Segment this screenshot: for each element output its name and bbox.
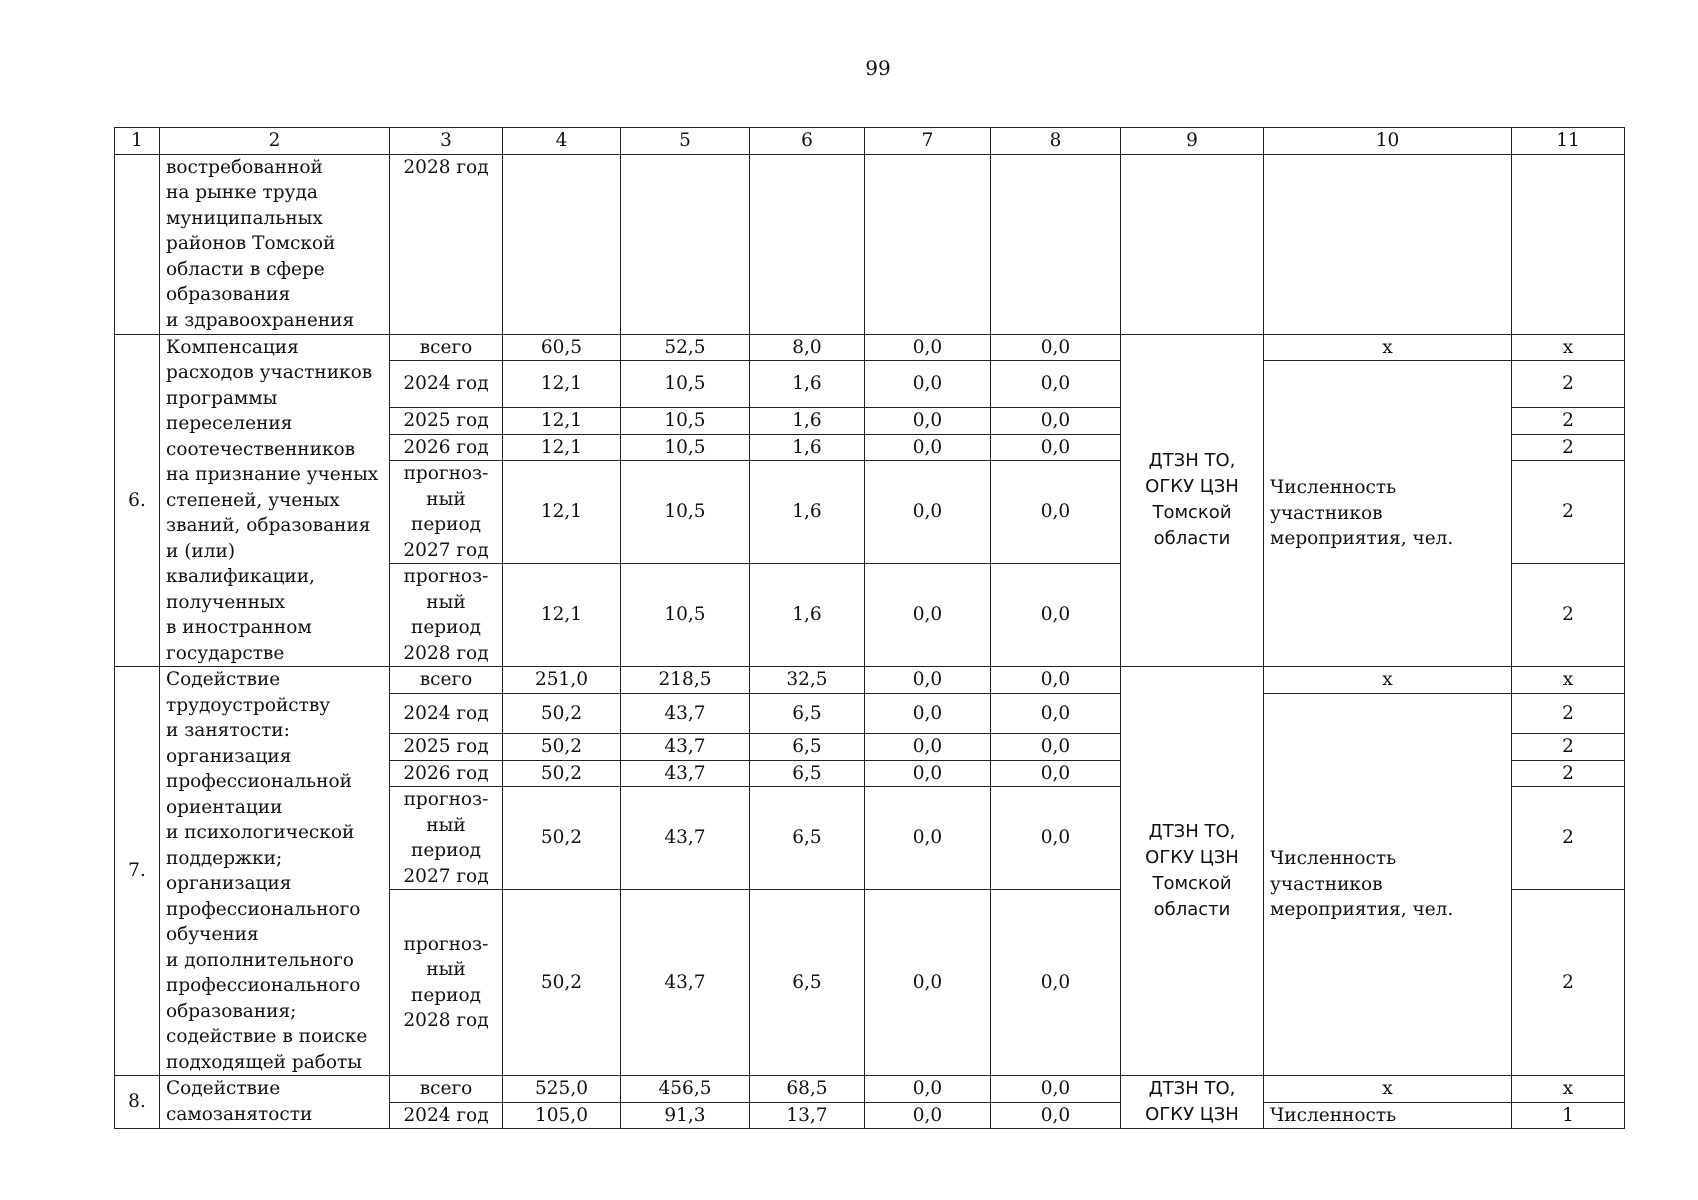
text-line: 2026 год	[403, 762, 489, 784]
name-line: и здравоохранения	[166, 309, 355, 331]
text-line: мероприятия, чел.	[1270, 899, 1454, 920]
text-line: ный	[426, 959, 466, 980]
value-cell-c4: 251,0	[503, 667, 621, 694]
name-line: на рынке труда	[166, 182, 318, 203]
empty-cell	[991, 154, 1121, 334]
text-line: профессионального	[166, 975, 361, 996]
value-cell-c8: 0,0	[991, 787, 1121, 890]
column-header: 11	[1512, 128, 1625, 155]
indicator-value-cell: 2	[1512, 461, 1625, 564]
text-line: полученных	[166, 591, 286, 613]
value-cell-c8: 0,0	[991, 1102, 1121, 1129]
indicator-cell	[1264, 693, 1512, 1076]
continued-number-cell	[115, 154, 160, 334]
text-line: ДТЗН ТО,	[1148, 821, 1236, 842]
indicator-value-cell: х	[1512, 1076, 1625, 1103]
text-line: Численность	[1270, 848, 1397, 869]
text-line: всего	[419, 669, 473, 690]
value-cell-c5: 10,5	[621, 408, 750, 435]
column-header: 9	[1121, 128, 1264, 155]
period-cell	[390, 1102, 503, 1129]
text-line: Томской	[1152, 873, 1232, 894]
text-line: прогноз-	[403, 933, 489, 955]
indicator-value-cell: х	[1512, 667, 1625, 694]
value-cell-c7: 0,0	[865, 564, 991, 667]
text-line: профессиональной	[166, 771, 352, 792]
empty-cell	[1512, 154, 1625, 334]
text-line: соотечественников	[166, 438, 356, 460]
text-line: и (или) квалификации,	[166, 540, 315, 587]
column-header: 1	[115, 128, 160, 155]
indicator-value-cell: 2	[1512, 734, 1625, 761]
text-line: ОГКУ ЦЗН	[1145, 476, 1239, 498]
value-cell-c6: 32,5	[750, 667, 865, 694]
indicator-total-cell: х	[1264, 334, 1512, 361]
period-cell	[390, 1076, 503, 1103]
indicator-value-cell: 2	[1512, 564, 1625, 667]
value-cell-c6: 1,6	[750, 434, 865, 461]
value-cell-c8: 0,0	[991, 890, 1121, 1076]
value-cell-c8: 0,0	[991, 334, 1121, 361]
measure-row	[115, 1076, 1625, 1103]
measure-name	[160, 1076, 390, 1129]
value-cell-c4: 525,0	[503, 1076, 621, 1103]
empty-cell	[1121, 154, 1264, 334]
text-line: ный	[426, 591, 466, 613]
text-line: степеней, ученых	[166, 489, 340, 511]
measure-number: 6.	[115, 334, 160, 667]
value-cell-c8: 0,0	[991, 361, 1121, 408]
name-line: образования	[166, 284, 291, 305]
value-cell-c6: 1,6	[750, 564, 865, 667]
measure-row	[115, 667, 1625, 694]
value-cell-c7: 0,0	[865, 461, 991, 564]
text-line: организация	[166, 873, 292, 894]
measure-name	[160, 667, 390, 1076]
value-cell-c5: 91,3	[621, 1102, 750, 1129]
value-cell-c6: 1,6	[750, 408, 865, 435]
period-cell	[390, 667, 503, 694]
measure-number: 8.	[115, 1076, 160, 1129]
indicator-cell	[1264, 1102, 1512, 1129]
text-line: самозанятости	[166, 1103, 313, 1125]
value-cell-c8: 0,0	[991, 693, 1121, 734]
indicator-cell	[1264, 361, 1512, 667]
text-line: поддержки;	[166, 847, 283, 869]
value-cell-c8: 0,0	[991, 461, 1121, 564]
program-measures-table	[114, 127, 1625, 1129]
text-line: Численность	[1270, 1104, 1397, 1126]
indicator-total-cell: х	[1264, 1076, 1512, 1103]
column-header: 4	[503, 128, 621, 155]
text-line: и занятости:	[166, 720, 290, 741]
text-line: 2024 год	[403, 373, 489, 395]
empty-cell	[503, 154, 621, 334]
value-cell-c7: 0,0	[865, 890, 991, 1076]
text-line: подходящей работы	[166, 1051, 362, 1073]
value-cell-c7: 0,0	[865, 434, 991, 461]
value-cell-c4: 60,5	[503, 334, 621, 361]
column-header: 7	[865, 128, 991, 155]
text-line: содействие в поиске	[166, 1026, 368, 1047]
text-line: прогноз-	[403, 566, 489, 587]
period-cell	[390, 434, 503, 461]
text-line: ный	[426, 814, 466, 836]
value-cell-c6: 6,5	[750, 734, 865, 761]
indicator-total-cell: х	[1264, 667, 1512, 694]
text-line: Томской	[1152, 502, 1232, 524]
text-line: званий, образования	[166, 515, 371, 536]
name-line: муниципальных	[166, 207, 323, 229]
value-cell-c7: 0,0	[865, 693, 991, 734]
text-line: 2025 год	[403, 736, 489, 757]
text-line: Компенсация	[166, 336, 299, 358]
value-cell-c4: 50,2	[503, 760, 621, 787]
executor-cell	[1121, 667, 1264, 1076]
text-line: области	[1153, 899, 1231, 920]
value-cell-c4: 12,1	[503, 461, 621, 564]
text-line: расходов участников	[166, 362, 373, 383]
text-line: на признание ученых	[166, 464, 379, 485]
value-cell-c4: 50,2	[503, 787, 621, 890]
name-line: востребованной	[166, 156, 323, 178]
value-cell-c4: 12,1	[503, 408, 621, 435]
period-cell	[390, 461, 503, 564]
column-header: 2	[160, 128, 390, 155]
column-header: 8	[991, 128, 1121, 155]
value-cell-c5: 43,7	[621, 787, 750, 890]
value-cell-c5: 43,7	[621, 890, 750, 1076]
text-line: образования;	[166, 1000, 297, 1022]
name-line: области в сфере	[166, 258, 325, 280]
text-line: период	[411, 840, 481, 861]
value-cell-c5: 10,5	[621, 361, 750, 408]
measure-number: 7.	[115, 667, 160, 1076]
column-header: 3	[390, 128, 503, 155]
executor-cell	[1121, 1076, 1264, 1129]
indicator-value-cell: х	[1512, 334, 1625, 361]
value-cell-c7: 0,0	[865, 760, 991, 787]
value-cell-c7: 0,0	[865, 334, 991, 361]
value-cell-c7: 0,0	[865, 361, 991, 408]
measure-name	[160, 334, 390, 667]
value-cell-c6: 6,5	[750, 760, 865, 787]
value-cell-c4: 50,2	[503, 693, 621, 734]
period-cell	[390, 787, 503, 890]
value-cell-c4: 12,1	[503, 564, 621, 667]
value-cell-c6: 1,6	[750, 461, 865, 564]
indicator-value-cell: 2	[1512, 361, 1625, 408]
column-header: 10	[1264, 128, 1512, 155]
value-cell-c5: 218,5	[621, 667, 750, 694]
value-cell-c5: 52,5	[621, 334, 750, 361]
continued-measure-name	[160, 154, 390, 334]
text-line: 2024 год	[403, 702, 489, 724]
text-line: 2024 год	[403, 1104, 489, 1126]
indicator-value-cell: 2	[1512, 890, 1625, 1076]
text-line: 2027 год	[403, 539, 489, 561]
value-cell-c5: 456,5	[621, 1076, 750, 1103]
indicator-value-cell: 1	[1512, 1102, 1625, 1129]
text-line: 2027 год	[403, 865, 489, 887]
text-line: всего	[419, 336, 473, 358]
column-number-header-row	[115, 128, 1625, 155]
name-line: районов Томской	[166, 233, 336, 254]
text-line: всего	[419, 1078, 473, 1099]
text-line: ориентации	[166, 796, 283, 818]
value-cell-c8: 0,0	[991, 667, 1121, 694]
indicator-value-cell: 2	[1512, 434, 1625, 461]
text-line: ОГКУ ЦЗН	[1145, 1104, 1239, 1125]
value-cell-c6: 6,5	[750, 693, 865, 734]
value-cell-c6: 8,0	[750, 334, 865, 361]
indicator-value-cell: 2	[1512, 408, 1625, 435]
text-line: период	[411, 984, 481, 1006]
text-line: Численность	[1270, 477, 1397, 499]
value-cell-c7: 0,0	[865, 667, 991, 694]
value-cell-c7: 0,0	[865, 1102, 991, 1129]
value-cell-c8: 0,0	[991, 760, 1121, 787]
continued-row	[115, 154, 1625, 334]
text-line: 2026 год	[403, 436, 489, 458]
text-line: и дополнительного	[166, 949, 354, 971]
value-cell-c6: 68,5	[750, 1076, 865, 1103]
text-line: ДТЗН ТО,	[1148, 1078, 1236, 1099]
value-cell-c4: 50,2	[503, 890, 621, 1076]
value-cell-c4: 50,2	[503, 734, 621, 761]
empty-cell	[621, 154, 750, 334]
value-cell-c4: 12,1	[503, 434, 621, 461]
value-cell-c5: 43,7	[621, 734, 750, 761]
empty-cell	[750, 154, 865, 334]
text-line: участников	[1270, 502, 1383, 524]
value-cell-c6: 13,7	[750, 1102, 865, 1129]
text-line: участников	[1270, 873, 1383, 895]
continued-period: 2028 год	[390, 154, 503, 334]
period-cell	[390, 734, 503, 761]
text-line: прогноз-	[403, 463, 489, 484]
value-cell-c6: 1,6	[750, 361, 865, 408]
value-cell-c4: 12,1	[503, 361, 621, 408]
empty-cell	[1264, 154, 1512, 334]
indicator-value-cell: 2	[1512, 693, 1625, 734]
text-line: области	[1153, 528, 1231, 550]
executor-cell	[1121, 334, 1264, 667]
column-header: 6	[750, 128, 865, 155]
text-line: ный	[426, 488, 466, 510]
value-cell-c8: 0,0	[991, 564, 1121, 667]
value-cell-c7: 0,0	[865, 1076, 991, 1103]
text-line: программы	[166, 387, 278, 409]
value-cell-c7: 0,0	[865, 408, 991, 435]
text-line: период	[411, 514, 481, 535]
value-cell-c5: 10,5	[621, 461, 750, 564]
text-line: переселения	[166, 413, 293, 434]
text-line: 2028 год	[403, 642, 489, 664]
measure-row	[115, 334, 1625, 361]
text-line: мероприятия, чел.	[1270, 528, 1454, 550]
period-cell	[390, 361, 503, 408]
indicator-value-cell: 2	[1512, 760, 1625, 787]
value-cell-c5: 43,7	[621, 693, 750, 734]
period-cell	[390, 408, 503, 435]
value-cell-c7: 0,0	[865, 734, 991, 761]
period-cell	[390, 334, 503, 361]
text-line: Содействие	[166, 1078, 281, 1099]
period-cell	[390, 693, 503, 734]
text-line: государстве	[166, 642, 285, 664]
value-cell-c5: 10,5	[621, 564, 750, 667]
value-cell-c8: 0,0	[991, 408, 1121, 435]
page-number: 99	[865, 56, 891, 80]
value-cell-c4: 105,0	[503, 1102, 621, 1129]
value-cell-c5: 43,7	[621, 760, 750, 787]
indicator-value-cell: 2	[1512, 787, 1625, 890]
value-cell-c7: 0,0	[865, 787, 991, 890]
value-cell-c8: 0,0	[991, 1076, 1121, 1103]
value-cell-c6: 6,5	[750, 890, 865, 1076]
empty-cell	[865, 154, 991, 334]
text-line: период	[411, 617, 481, 638]
text-line: профессионального	[166, 898, 361, 920]
text-line: обучения	[166, 924, 259, 945]
period-cell	[390, 890, 503, 1076]
text-line: и психологической	[166, 822, 355, 843]
text-line: трудоустройству	[166, 694, 331, 716]
text-line: организация	[166, 745, 292, 767]
text-line: 2025 год	[403, 410, 489, 431]
period-cell	[390, 760, 503, 787]
period-cell	[390, 564, 503, 667]
value-cell-c8: 0,0	[991, 734, 1121, 761]
text-line: в иностранном	[166, 617, 312, 638]
value-cell-c5: 10,5	[621, 434, 750, 461]
text-line: Содействие	[166, 669, 281, 690]
text-line: 2028 год	[403, 1010, 489, 1031]
column-header: 5	[621, 128, 750, 155]
text-line: прогноз-	[403, 789, 489, 810]
value-cell-c8: 0,0	[991, 434, 1121, 461]
text-line: ОГКУ ЦЗН	[1145, 847, 1239, 868]
text-line: ДТЗН ТО,	[1148, 450, 1236, 472]
value-cell-c6: 6,5	[750, 787, 865, 890]
